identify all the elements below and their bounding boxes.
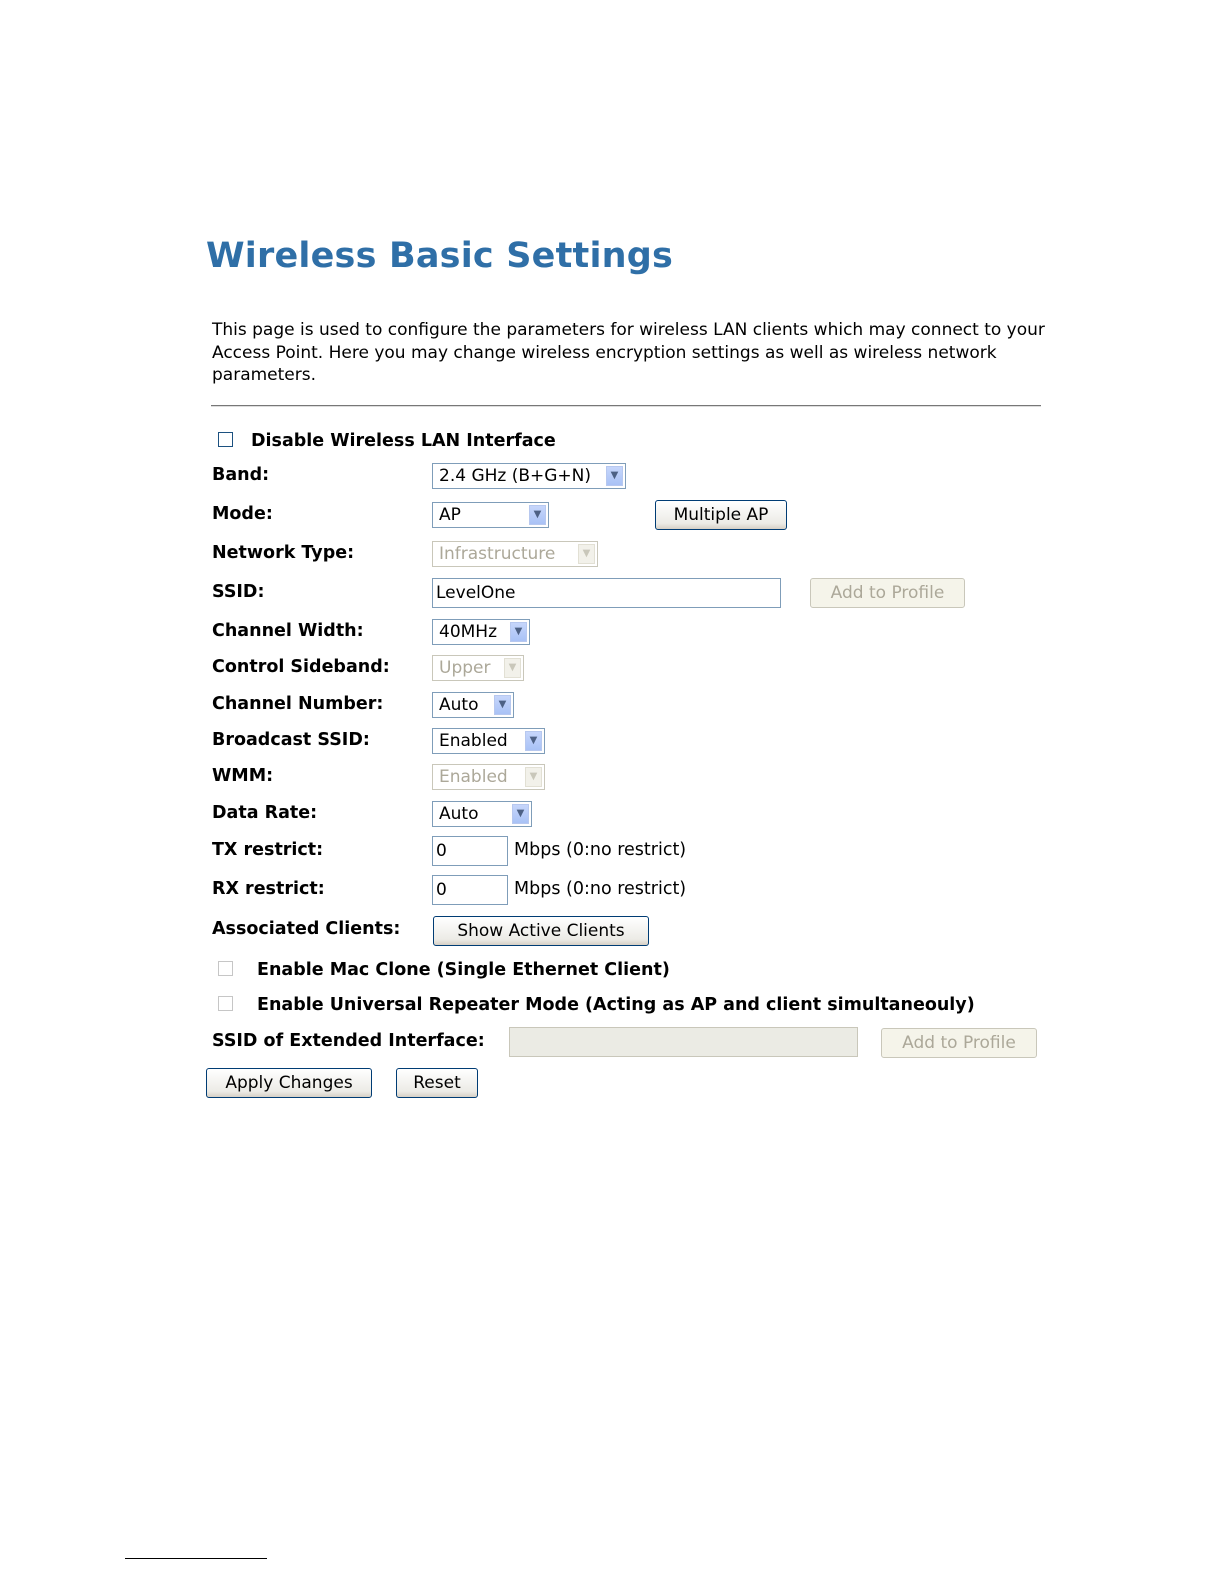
tx-restrict-label: TX restrict: [212, 840, 324, 860]
channel-width-select[interactable] [432, 619, 530, 645]
chevron-down-icon: ▼ [512, 804, 529, 824]
extended-ssid-label: SSID of Extended Interface: [212, 1031, 485, 1051]
control-sideband-value: Upper [439, 658, 491, 678]
chevron-down-icon: ▼ [606, 466, 623, 486]
rx-restrict-unit: Mbps (0:no restrict) [514, 879, 687, 899]
repeater-mode-label: Enable Universal Repeater Mode (Acting as AP and client simultaneouly) [257, 995, 975, 1015]
ssid-input[interactable]: LevelOne [432, 578, 781, 608]
broadcast-ssid-select[interactable] [432, 728, 545, 754]
page-description: This page is used to configure the parameters for wireless LAN clients which may connect to your Access Point. Here you may change wireless encryption settings as well as wireless network parameters. [212, 320, 1045, 385]
mode-label: Mode: [212, 504, 273, 524]
rx-restrict-input[interactable]: 0 [432, 875, 508, 905]
chevron-down-icon: ▼ [494, 695, 511, 715]
repeater-mode-checkbox[interactable] [218, 996, 233, 1011]
rx-restrict-label: RX restrict: [212, 879, 325, 899]
page-title: Wireless Basic Settings [206, 236, 674, 276]
multiple-ap-button[interactable]: Multiple AP [655, 500, 787, 530]
control-sideband-select[interactable] [432, 655, 524, 681]
wmm-label: WMM: [212, 766, 274, 786]
chevron-down-icon: ▼ [504, 658, 521, 678]
chevron-down-icon: ▼ [525, 731, 542, 751]
network-type-label: Network Type: [212, 543, 355, 563]
wmm-value: Enabled [439, 767, 508, 787]
mac-clone-checkbox[interactable] [218, 961, 233, 976]
network-type-value: Infrastructure [439, 544, 556, 564]
channel-number-label: Channel Number: [212, 694, 384, 714]
broadcast-ssid-label: Broadcast SSID: [212, 730, 370, 750]
data-rate-select[interactable] [432, 801, 532, 827]
band-label: Band: [212, 465, 270, 485]
band-value: 2.4 GHz (B+G+N) [439, 466, 592, 486]
extended-ssid-input[interactable] [509, 1027, 858, 1057]
chevron-down-icon: ▼ [525, 767, 542, 787]
data-rate-value: Auto [439, 804, 479, 824]
band-select[interactable] [432, 463, 626, 489]
reset-button[interactable]: Reset [396, 1068, 478, 1098]
channel-number-select[interactable] [432, 692, 514, 718]
footnote-divider [125, 1558, 267, 1559]
apply-changes-button[interactable]: Apply Changes [206, 1068, 372, 1098]
network-type-select[interactable] [432, 541, 598, 567]
channel-number-value: Auto [439, 695, 479, 715]
control-sideband-label: Control Sideband: [212, 657, 390, 677]
disable-wlan-checkbox[interactable] [218, 432, 233, 447]
show-active-clients-button[interactable]: Show Active Clients [433, 916, 649, 946]
divider [211, 405, 1041, 407]
disable-wlan-label: Disable Wireless LAN Interface [251, 431, 556, 451]
extended-add-to-profile-button[interactable]: Add to Profile [881, 1028, 1037, 1058]
chevron-down-icon: ▼ [510, 622, 527, 642]
channel-width-label: Channel Width: [212, 621, 364, 641]
mode-select[interactable] [432, 502, 549, 528]
mac-clone-label: Enable Mac Clone (Single Ethernet Client) [257, 960, 670, 980]
wmm-select[interactable] [432, 764, 545, 790]
ssid-label: SSID: [212, 582, 265, 602]
associated-clients-label: Associated Clients: [212, 919, 401, 939]
data-rate-label: Data Rate: [212, 803, 318, 823]
channel-width-value: 40MHz [439, 622, 498, 642]
mode-value: AP [439, 505, 461, 525]
ssid-add-to-profile-button[interactable]: Add to Profile [810, 578, 965, 608]
tx-restrict-input[interactable]: 0 [432, 836, 508, 866]
tx-restrict-unit: Mbps (0:no restrict) [514, 840, 687, 860]
chevron-down-icon: ▼ [578, 544, 595, 564]
chevron-down-icon: ▼ [529, 505, 546, 525]
broadcast-ssid-value: Enabled [439, 731, 508, 751]
